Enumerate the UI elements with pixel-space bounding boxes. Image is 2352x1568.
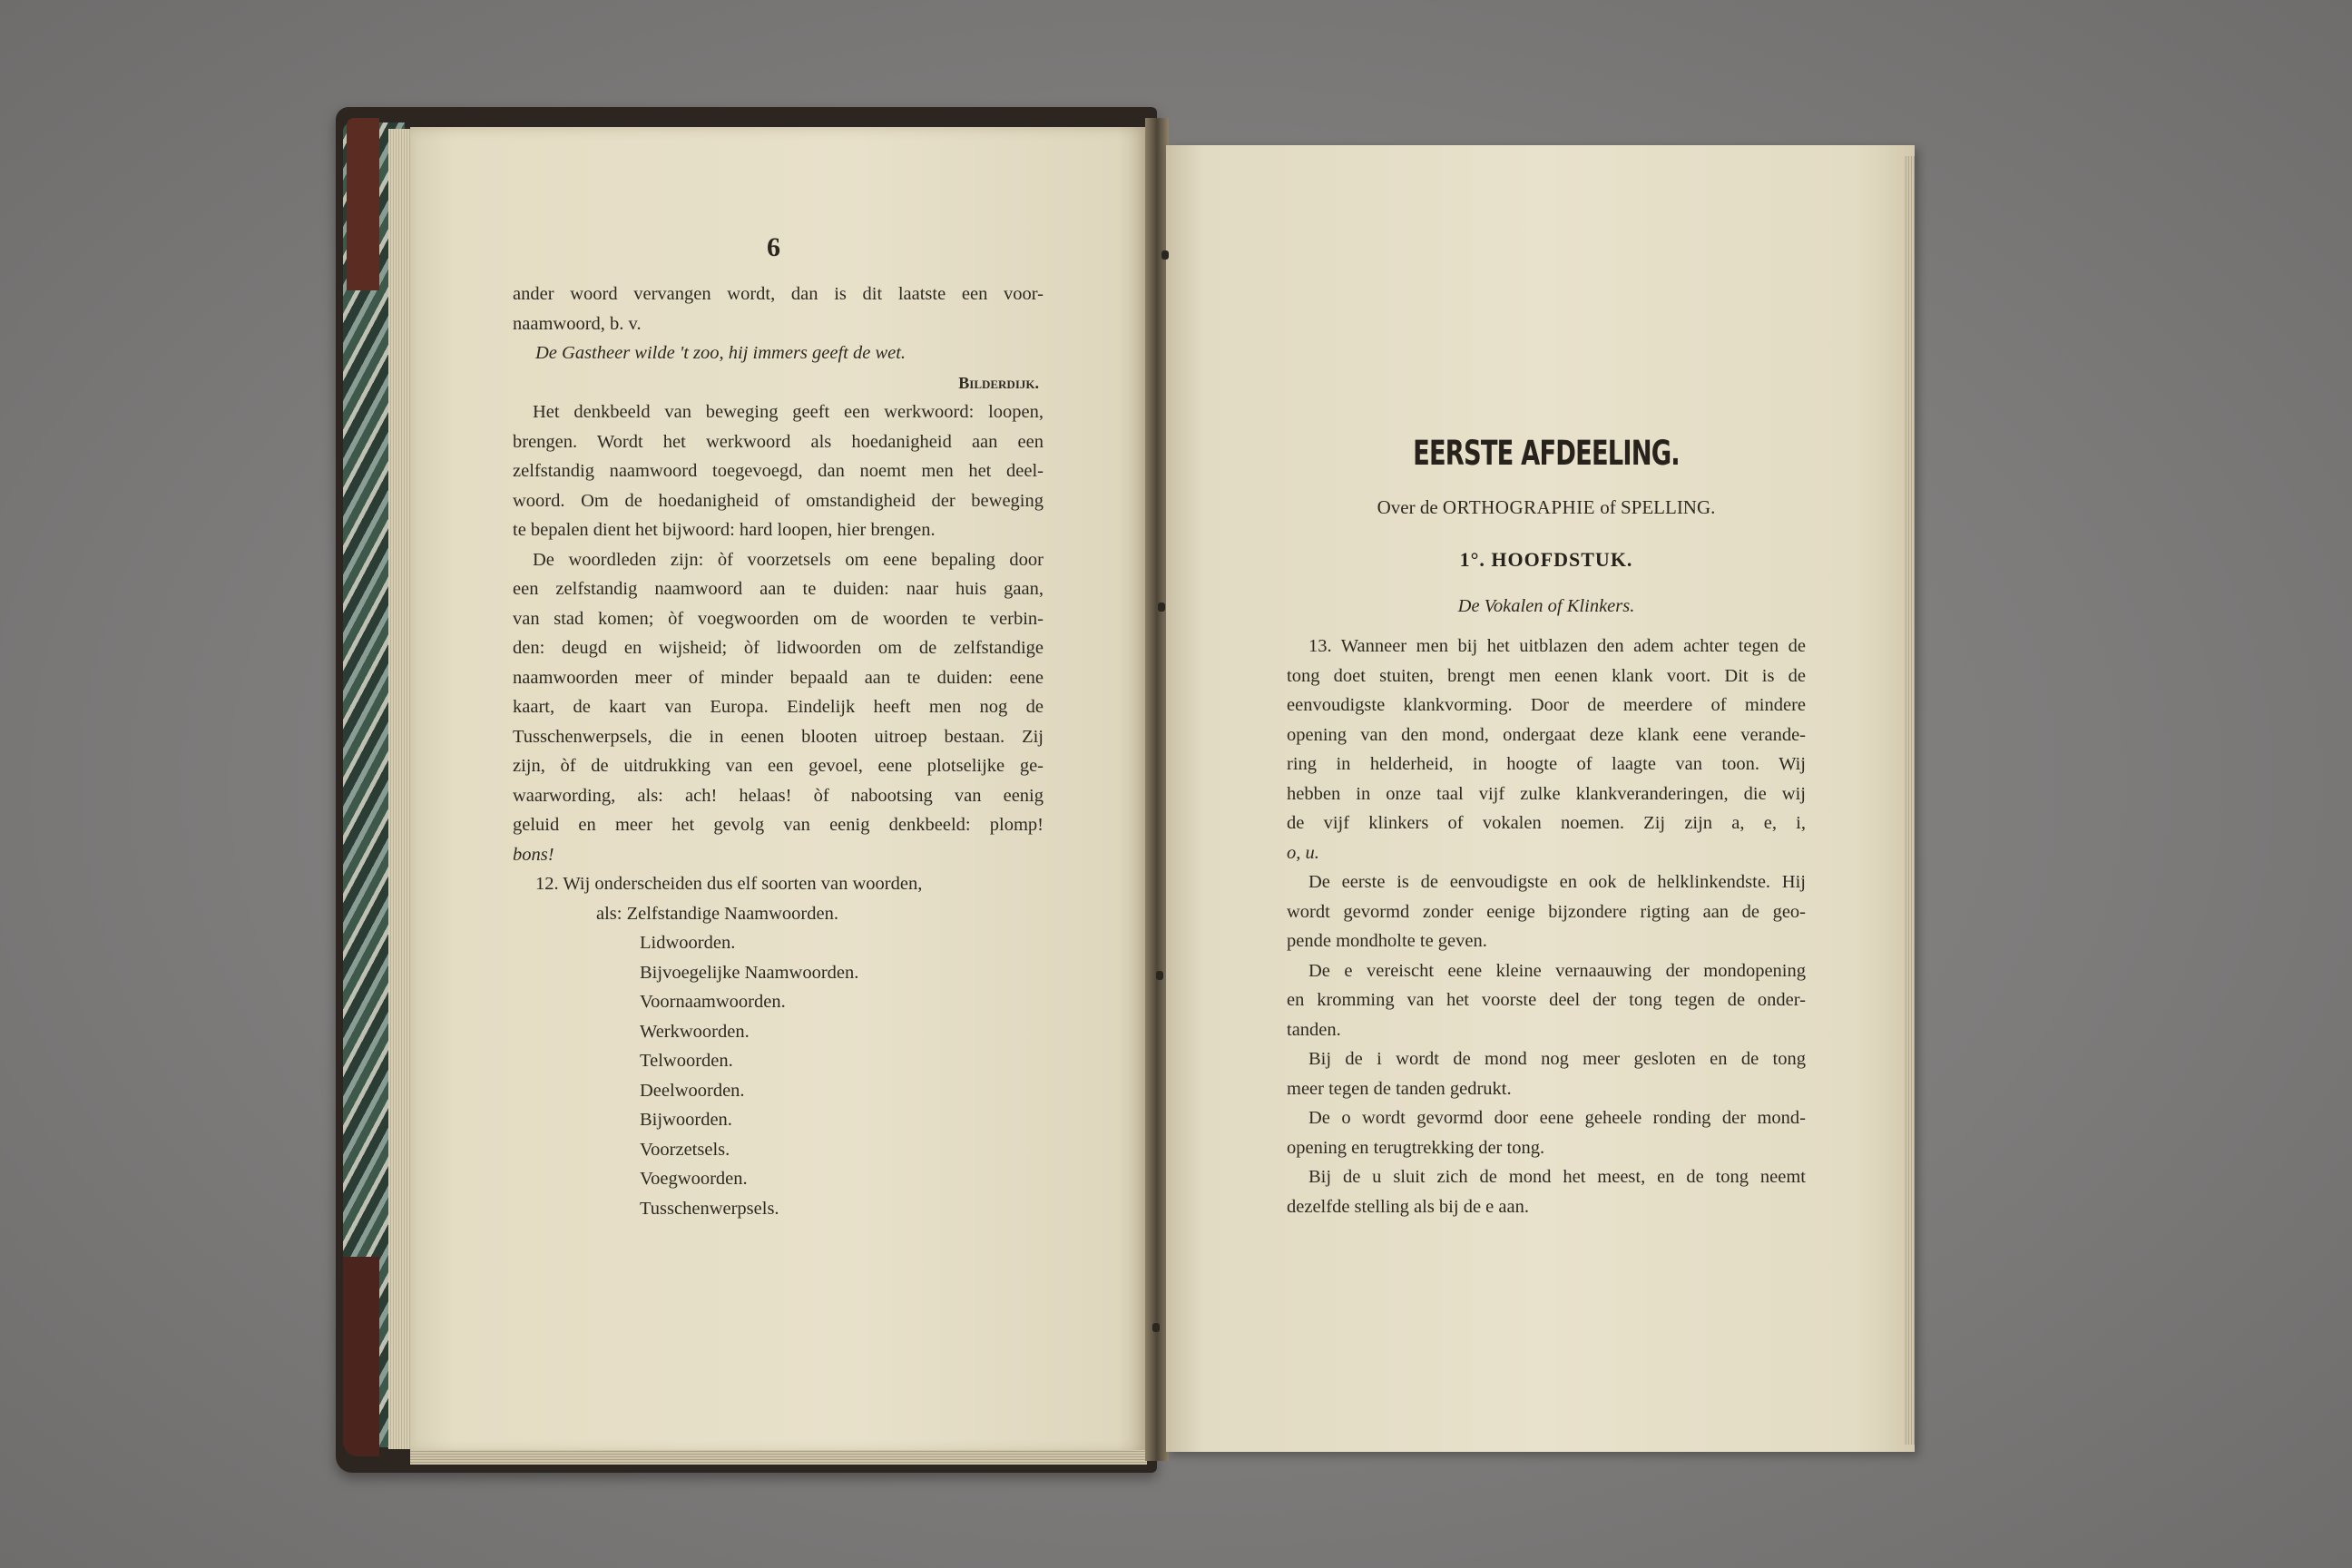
text-line: te bepalen dient het bijwoord: hard loopen, hier brengen. [513, 520, 936, 540]
subheading-suffix: of SPELLING. [1600, 496, 1716, 518]
text-line: een zelfstandig naamwoord aan te duiden: naar huis gaan, [513, 579, 1044, 599]
list-item: Bijvoegelijke Naamwoorden. [640, 962, 859, 983]
left-page-text [513, 279, 1044, 1223]
right-page-text [1287, 632, 1806, 1221]
text-line: 13. Wanneer men bij het uitblazen den adem achter tegen de [1308, 636, 1806, 656]
list-item: Tusschenwerpsels. [640, 1198, 779, 1219]
text-line: Het denkbeeld van beweging geeft een werkwoord: loopen, [533, 402, 1044, 422]
section-heading: EERSTE AFDEELING. [1413, 434, 1680, 473]
text-line: Bij de i wordt de mond nog meer gesloten en de tong [1308, 1049, 1806, 1069]
list-item: Werkwoorden. [640, 1021, 750, 1042]
text-line: pende mondholte te geven. [1287, 931, 1487, 951]
text-line: zijn, òf de uitdrukking van een gevoel, eene plotselijke ge- [513, 756, 1044, 776]
text-line: den: deugd en wijsheid; òf lidwoorden om de zelfstandige [513, 638, 1044, 658]
quotation-author: Bilderdijk. [958, 373, 1039, 392]
section-12-line: 12. Wij onderscheiden dus elf soorten van woorden, [535, 874, 923, 894]
text-line: tong doet stuiten, brengt men eenen klank voort. Dit is de [1287, 665, 1806, 686]
text-line: naamwoord, b. v. [513, 313, 642, 334]
text-line: opening en terugtrekking der tong. [1287, 1137, 1545, 1158]
list-item: Telwoorden. [640, 1051, 733, 1071]
section-subheading [1287, 496, 1806, 519]
section-title: De Vokalen of Klinkers. [1457, 596, 1635, 616]
binding-thread [1161, 250, 1169, 260]
page-edges-right [1904, 156, 1915, 1445]
binding-thread [1152, 1323, 1160, 1332]
text-line: Tusschenwerpsels, die in eenen blooten uitroep bestaan. Zij [513, 726, 1044, 747]
text-line: wordt gevormd zonder eenige bijzondere rigting aan de geo- [1287, 901, 1806, 922]
text-line: hebben in onze taal vijf zulke klankveranderingen, die wij [1287, 783, 1806, 804]
text-line: ander woord vervangen wordt, dan is dit laatste een voor- [513, 284, 1044, 304]
text-line: dezelfde stelling als bij de e aan. [1287, 1196, 1529, 1217]
text-line: De o wordt gevormd door eene geheele ronding der mond- [1308, 1108, 1806, 1128]
text-line: woord. Om de hoedanigheid of omstandigheid der beweging [513, 490, 1044, 511]
list-item: Lidwoorden. [640, 933, 736, 953]
text-line: en kromming van het voorste deel der tong tegen de onder- [1287, 990, 1806, 1010]
list-item: Voorzetsels. [640, 1139, 730, 1160]
text-line: geluid en meer het gevolg van eenig denkbeeld: plomp! [513, 815, 1044, 835]
text-line: ring in helderheid, in hoogte of laagte van toon. Wij [1287, 754, 1806, 774]
quotation: De Gastheer wilde 't zoo, hij immers geeft de wet. [535, 343, 906, 363]
page-number: 6 [767, 232, 780, 262]
text-line: o, u. [1287, 842, 1319, 863]
text-line: eenvoudigste klankvorming. Door de meerdere of mindere [1287, 695, 1806, 715]
list-intro: als: Zelfstandige Naamwoorden. [596, 903, 838, 924]
text-line: meer tegen de tanden gedrukt. [1287, 1078, 1512, 1099]
subheading-prefix: Over de [1377, 496, 1438, 518]
text-line: naamwoorden meer of minder bepaald aan te duiden: eene [513, 667, 1044, 688]
list-item: Bijwoorden. [640, 1110, 732, 1130]
text-line: waarwording, als: ach! helaas! òf nabootsing van eenig [513, 785, 1044, 806]
leather-corner-top [347, 118, 379, 290]
text-line: De e vereischt eene kleine vernaauwing der mondopening [1308, 960, 1806, 981]
list-item: Voornaamwoorden. [640, 992, 786, 1012]
text-line: zelfstandig naamwoord toegevoegd, dan noemt men het deel- [513, 461, 1044, 481]
subheading-keyword: ORTHOGRAPHIE [1442, 496, 1595, 518]
text-line: bons! [513, 844, 554, 865]
leather-corner-bottom [343, 1257, 379, 1456]
text-line: tanden. [1287, 1019, 1341, 1040]
text-line: brengen. Wordt het werkwoord als hoedanigheid aan een [513, 431, 1044, 452]
page-edges-bottom [410, 1450, 1147, 1465]
text-line: opening van den mond, ondergaat deze klank eene verande- [1287, 724, 1806, 745]
binding-thread [1156, 971, 1163, 980]
list-item: Voegwoorden. [640, 1169, 748, 1189]
text-line: De woordleden zijn: òf voorzetsels om eene bepaling door [533, 549, 1044, 570]
text-line: de vijf klinkers of vokalen noemen. Zij zijn a, e, i, [1287, 813, 1806, 833]
chapter-heading: 1°. HOOFDSTUK. [1459, 548, 1633, 571]
text-line: van stad komen; òf voegwoorden om de woorden te verbin- [513, 608, 1044, 629]
binding-thread [1158, 603, 1165, 612]
text-line: kaart, de kaart van Europa. Eindelijk heeft men nog de [513, 697, 1044, 717]
text-line: Bij de u sluit zich de mond het meest, en de tong neemt [1308, 1167, 1806, 1187]
text-line: De eerste is de eenvoudigste en ook de helklinkendste. Hij [1308, 872, 1806, 892]
list-item: Deelwoorden. [640, 1080, 745, 1101]
